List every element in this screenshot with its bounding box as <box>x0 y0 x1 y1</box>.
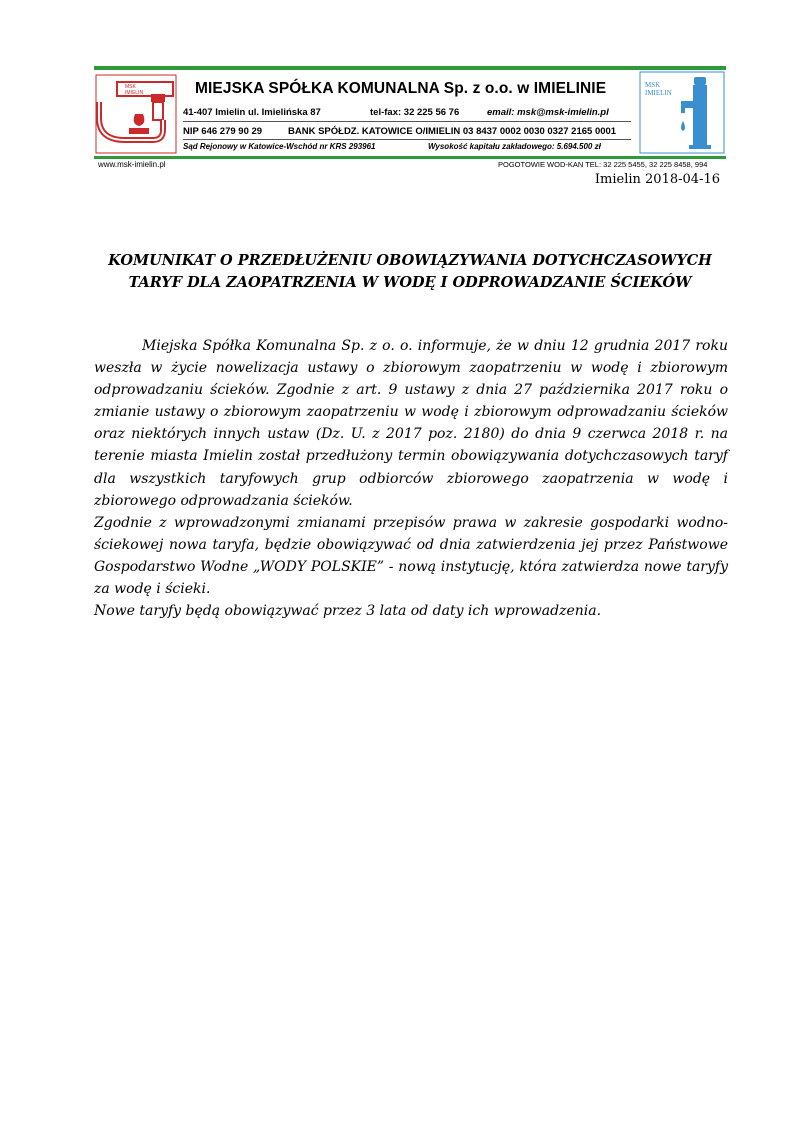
msk-hydrant-logo <box>639 71 725 154</box>
svg-text:IMIELIN: IMIELIN <box>125 90 144 96</box>
company-bank: BANK SPÓŁDZ. KATOWICE O/IMIELIN 03 8437 0002 0030 0327 2165 0001 <box>288 126 617 137</box>
emergency-phone: POGOTOWIE WOD-KAN TEL: 32 225 5455, 32 225 8458, 994 <box>498 160 708 169</box>
document-body <box>94 335 728 622</box>
header-bottom-rule <box>94 156 726 159</box>
logo-right-msk: MSK <box>645 81 661 89</box>
document-date: Imielin 2018-04-16 <box>594 172 720 187</box>
svg-text:MSK: MSK <box>125 84 136 90</box>
body-paragraph-1: Miejska Spółka Komunalna Sp. z o. o. informuje, że w dniu 12 grudnia 2017 roku weszła w życie nowelizacja ustawy o zbiorowym zaopatrzeniu w wodę i zbiorowym odprowadzaniu ścieków. Zgodnie z art. 9 ustawy z dnia 27 października 2017 roku o zmianie ustawy o zbiorowym zaopatrzeniu w wodę i zbiorowym odprowadzaniu ścieków oraz niektórych innych ustaw (Dz. U. z 2017 poz. 2180) do dnia 9 czerwca 2018 r. na terenie miasta Imielin został przedłużony termin obowiązywania dotychczasowych taryf dla wszystkich taryfowych grup odbiorców zbiorowego zaopatrzenia w wodę i zbiorowego odprowadzania ścieków. <box>94 338 728 509</box>
company-telfax: tel-fax: 32 225 56 76 <box>370 107 460 118</box>
company-nip: NIP 646 279 90 29 <box>183 126 263 137</box>
company-capital: Wysokość kapitału zakładowego: 5.694.500 zł <box>428 142 601 151</box>
company-email: email: msk@msk-imielin.pl <box>487 107 609 118</box>
logo-right-imielin: IMIELIN <box>645 89 672 97</box>
company-website[interactable]: www.msk-imielin.pl <box>98 160 166 169</box>
company-address: 41-407 Imielin ul. Imielińska 87 <box>183 107 321 118</box>
header-top-rule <box>94 66 726 70</box>
company-name: MIEJSKA SPÓŁKA KOMUNALNA Sp. z o.o. w IMIELINIE <box>195 80 607 97</box>
document-title-line2: TARYF DLA ZAOPATRZENIA W WODĘ I ODPROWADZANIE ŚCIEKÓW <box>128 274 692 291</box>
company-court: Sąd Rejonowy w Katowice-Wschód nr KRS 293961 <box>183 142 376 151</box>
header-separator <box>183 121 631 122</box>
body-paragraph-2: Zgodnie z wprowadzonymi zmianami przepisów prawa w zakresie gospodarki wodno- ściekowej nowa taryfa, będzie obowiązywać od dnia zatwierdzenia jej przez Państwowe Gospodarstwo Wodne „WODY POLSKIE” - nową instytucję, która zatwierdza nowe taryfy za wodę i ścieki. <box>94 514 728 598</box>
msk-pipe-logo <box>95 74 177 154</box>
body-paragraph-3: Nowe taryfy będą obowiązywać przez 3 lata od daty ich wprowadzenia. <box>94 603 602 620</box>
header-separator <box>183 139 631 140</box>
document-title-line1: KOMUNIKAT O PRZEDŁUŻENIU OBOWIĄZYWANIA DOTYCHCZASOWYCH <box>108 252 712 269</box>
